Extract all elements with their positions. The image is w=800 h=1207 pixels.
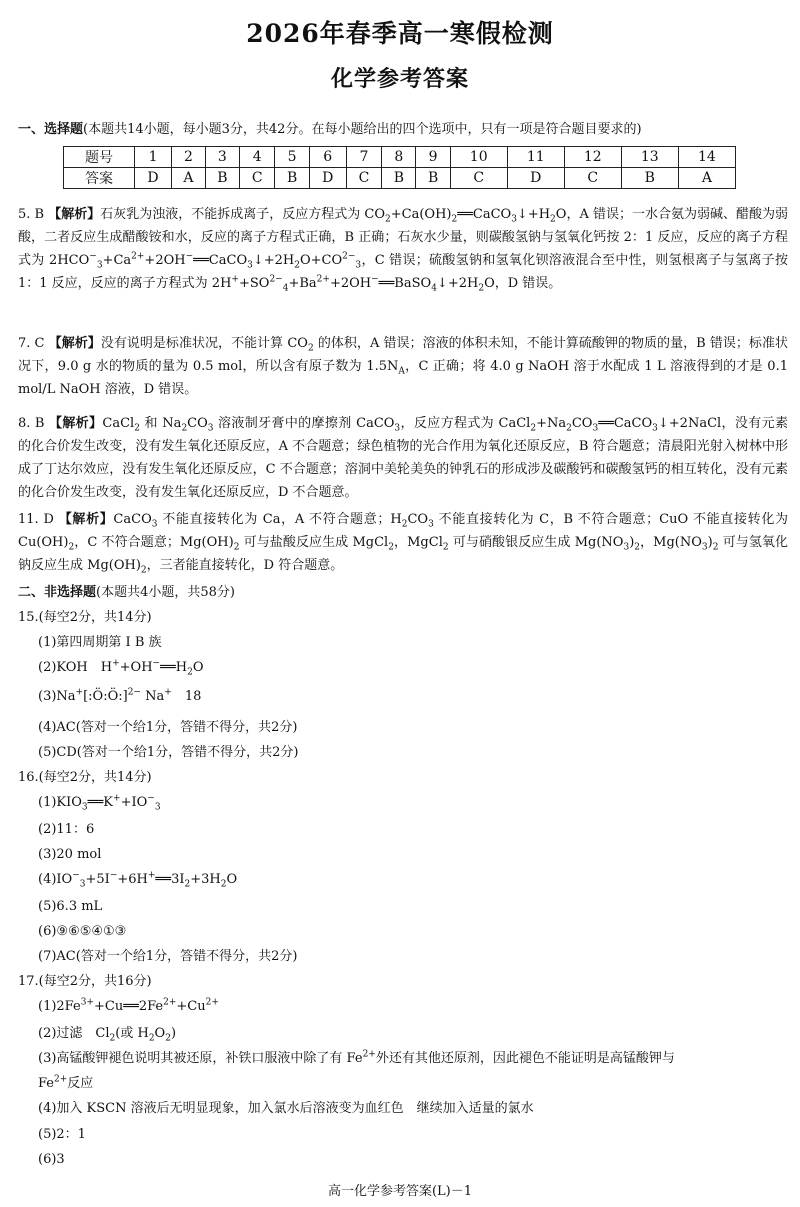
table-cell: 7 [346,147,382,168]
table-header-cell: 题号 [64,147,135,168]
table-cell: 6 [309,147,346,168]
q16-answer-6: (6)⑨⑥⑤④①③ [38,924,127,939]
page-footer: 高一化学参考答案(L)－1 [327,1184,473,1199]
q16-answer-5: (5)6.3 mL [38,899,103,914]
section2-heading: 二、非选择题 [18,585,97,600]
section2-header [18,581,788,604]
q8-explanation: 8. B 【解析】CaCl$_2$ 和 $Na_2CO_3$ 溶液制牙膏中的摩擦剂 CaCO$_3$，反应方程式为 $CaCl_2+Na_2CO_3══CaCO_3↓+2NaCl$，没有元素的化合价发生改变，没有发生氧化还原反应，A 不合题意；绿色植物的光合作用为氧化还原反应，B 符合题意；清晨阳光射入树林中形成了丁达尔效应，没有发生氧化还原反应，C 不合题意；溶洞中美轮美奂的钟乳石的形成涉及碳酸钙和碳酸氢钙的相互转化，没有元素的化合价发生改变，没有发生氧化还原反应，D 不合题意。 [18,416,788,500]
q17-answer-5: (5)2：1 [38,1127,86,1142]
q15-answer-4: (4)AC(答对一个给1分，答错不得分，共2分) [38,720,298,735]
table-cell: A [172,168,206,189]
q15-header: 15.(每空2分，共14分) [18,610,152,625]
table-cell: C [346,168,382,189]
question-number: 5. B [18,207,45,222]
section1-header [18,118,788,141]
table-cell: B [621,168,678,189]
table-cell: 1 [135,147,172,168]
analysis-tag: 【解析】 [48,416,103,431]
table-cell: 9 [416,147,450,168]
q15-answer-5: (5)CD(答对一个给1分，答错不得分，共2分) [38,745,299,760]
table-cell: D [507,168,564,189]
table-cell: 3 [205,147,239,168]
q16-answer-7: (7)AC(答对一个给1分，答错不得分，共2分) [38,949,298,964]
question-number: 11. D [18,512,54,527]
q17-answer-1: $(1)2Fe^{3+}+Cu══2Fe^{2+}+Cu^{2+}$ [38,997,219,1014]
q17-answer-4: (4)加入 KSCN 溶液后无明显现象，加入氯水后溶液变为血红色 继续加入适量的氯水 [38,1101,534,1116]
q16-answer-3: (3)20 mol [38,847,102,862]
table-cell: B [275,168,309,189]
q15-answer-2: (2)KOH $H^++OH^-══H_2O$ [38,658,204,678]
analysis-tag: 【解析】 [48,336,101,351]
analysis-tag: 【解析】 [58,512,114,527]
table-cell: B [382,168,416,189]
q17-answer-2: (2)过滤 $Cl_2$(或 $H_2O_2$) [38,1026,177,1044]
table-cell: 14 [678,147,735,168]
table-cell: 2 [172,147,206,168]
q17-answer-6: (6)3 [38,1152,65,1167]
q16-answer-4: $(4)IO^-_3+5I^-+6H^+══3I_2+3H_2O$ [38,870,238,890]
section1-heading: 一、选择题 [18,122,84,137]
table-cell: A [678,168,735,189]
table-cell: C [239,168,275,189]
q15-answer-3: (3)Na+[:Ö:Ö:]$^{2-}$ Na+ 18 [38,687,202,704]
table-cell: 5 [275,147,309,168]
question-number: 7. C [18,336,45,351]
q16-header: 16.(每空2分，共14分) [18,770,152,785]
answer-table-answer-row [64,168,736,189]
table-cell: C [450,168,507,189]
table-cell: 4 [239,147,275,168]
analysis-tag: 【解析】 [48,207,101,222]
q7-explanation: 7. C 【解析】没有说明是标准状况，不能计算 $CO_2$ 的体积，A 错误；溶液的体积未知，不能计算硫酸钾的物质的量，B 错误；标准状况下，9.0 g 水的物质的量为 0.5 mol，所以含有原子数为 $1.5N_A$，C 正确；将 4.0 g NaOH 溶于水配成 1 L 溶液得到的才是 0.1 mol/L NaOH 溶液，D 错误。 [18,336,788,397]
table-cell: 12 [564,147,621,168]
answer-table [63,146,736,189]
table-cell: B [416,168,450,189]
q16-answer-1: $(1)KIO_3══K^++IO^-_3$ [38,793,161,813]
section1-desc: (本题共14小题，每小题3分，共42分。在每小题给出的四个选项中，只有一项是符合题目要求的) [83,122,642,137]
q11-explanation: 11. D 【解析】CaCO$_3$ 不能直接转化为 Ca，A 不符合题意；$H_2CO_3$ 不能直接转化为 C，B 不符合题意；CuO 不能直接转化为 $Cu(OH)_2$，C 不符合题意；$Mg(OH)_2$ 可与盐酸反应生成 MgCl$_2$，MgCl$_2$ 可与硝酸银反应生成 $Mg(NO_3)_2$，$Mg(NO_3)_2$ 可与氢氧化钠反应生成 $Mg(OH)_2$，三者能直接转化，D 符合题意。 [18,512,788,576]
question-number: 8. B [18,416,45,431]
q17-answer-3b: $Fe^{2+}$反应 [38,1074,94,1091]
page-title: 2026年春季高一寒假检测 [246,19,554,48]
q5-explanation: 5. B 【解析】石灰乳为浊液，不能拆成离子，反应方程式为 $CO_2+Ca(OH)_2══CaCO_3↓+H_2O$，A 错误；一水合氨为弱碱、醋酸为弱酸，二者反应生成醋酸铵和水，反应的离子方程式正确，B 正确；石灰水少量，则碳酸氢钠与氢氧化钙按 2：1 反应，反应的离子方程式为 $2HCO^-_3+Ca^{2+}+2OH^-══CaCO_3↓+2H_2O+CO^{2-}_3$，C 错误；硫酸氢钠和氢氧化钡溶液混合至中性，则氢根离子与氢离子按 1：1 反应，反应的离子方程式为 $2H^++SO^{2-}_4+Ba^{2+}+2OH^-══BaSO_4↓+2H_2O$，D 错误。 [18,207,788,294]
page-subtitle: 化学参考答案 [330,66,469,92]
q17-answer-3a: (3)高锰酸钾褪色说明其被还原，补铁口服液中除了有 $Fe^{2+}$外还有其他还原剂，因此褪色不能证明是高锰酸钾与 [38,1049,675,1066]
section2-desc: (本题共4小题，共58分) [96,585,235,600]
table-cell: 8 [382,147,416,168]
q15-answer-1: (1)第四周期第 I B 族 [38,635,162,650]
table-cell: C [564,168,621,189]
table-cell: 11 [507,147,564,168]
table-cell: D [135,168,172,189]
table-cell: B [205,168,239,189]
q16-answer-2: (2)11：6 [38,822,95,837]
q17-header: 17.(每空2分，共16分) [18,974,152,989]
table-cell: 10 [450,147,507,168]
answer-table-number-row [64,147,736,168]
table-header-cell: 答案 [64,168,135,189]
table-cell: D [309,168,346,189]
table-cell: 13 [621,147,678,168]
